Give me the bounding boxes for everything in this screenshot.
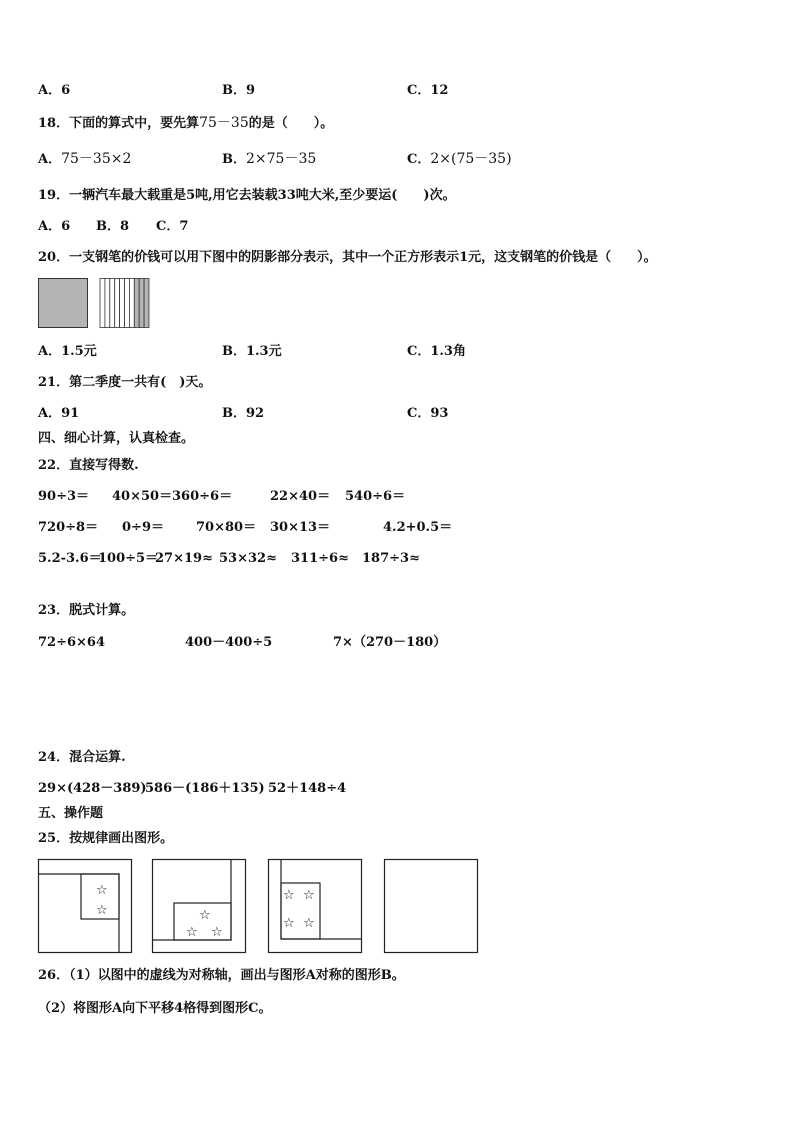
q22-r1-2: 40×50＝ xyxy=(112,489,173,504)
q24-item-3: 52＋148÷4 xyxy=(268,781,347,796)
q23-item-1: 72÷6×64 xyxy=(38,635,106,650)
q21-option-b[interactable]: B．92 xyxy=(222,406,265,421)
q25-question: 25．按规律画出图形。 xyxy=(38,831,174,846)
star-icon: ☆ xyxy=(303,916,315,931)
star-icon: ☆ xyxy=(283,888,295,903)
q21-option-a[interactable]: A．91 xyxy=(38,406,80,421)
q20-shaded-strip xyxy=(144,279,149,328)
star-icon: ☆ xyxy=(96,903,108,918)
q22-r1-4: 22×40＝ xyxy=(270,489,331,504)
q22-r2-5: 4.2+0.5＝ xyxy=(383,520,453,535)
q22-r2-2: 0÷9＝ xyxy=(122,520,164,535)
q22-r1-5: 540÷6＝ xyxy=(345,489,406,504)
q25-figure-4-blank-frame[interactable] xyxy=(385,860,478,953)
q20-strip xyxy=(105,279,110,328)
q20-strip xyxy=(125,279,130,328)
q26-part-2: （2）将图形A向下平移4格得到图形C。 xyxy=(38,1001,272,1016)
star-icon: ☆ xyxy=(283,916,295,931)
q23-item-2: 400－400÷5 xyxy=(185,635,273,650)
q18-option-a-expr: 75－35×2 xyxy=(61,151,132,167)
q20-question: 20．一支钢笔的价钱可以用下图中的阴影部分表示，其中一个正方形表示1元，这支钢笔的价钱是（ ）。 xyxy=(38,250,657,265)
q18-option-c-letter: C． xyxy=(407,152,431,167)
q22-r3-1: 5.2-3.6＝ xyxy=(38,551,102,566)
q18-option-c-expr: 2×(75－35) xyxy=(430,151,512,167)
q26-part-1: 26．（1）以图中的虚线为对称轴，画出与图形A对称的图形B。 xyxy=(38,968,405,983)
q21-question: 21．第二季度一共有( )天。 xyxy=(38,375,212,390)
q19-option-b[interactable]: B．8 xyxy=(96,219,130,234)
q17-option-b[interactable]: B．9 xyxy=(222,83,256,98)
q20-option-b[interactable]: B．1.3元 xyxy=(222,344,282,359)
q20-strip xyxy=(120,279,125,328)
star-icon: ☆ xyxy=(303,888,315,903)
q20-shaded-strip xyxy=(139,279,144,328)
q22-r2-3: 70×80＝ xyxy=(196,520,257,535)
q18-option-b-letter: B． xyxy=(222,152,246,167)
q20-strip xyxy=(100,279,105,328)
q22-r3-5: 311÷6≈ xyxy=(291,551,349,566)
q25-pattern-figures xyxy=(38,859,478,954)
q21-option-c[interactable]: C．93 xyxy=(407,406,449,421)
q18-option-a-letter: A． xyxy=(38,152,62,167)
q22-r3-2: 100÷5＝ xyxy=(98,551,159,566)
q22-r3-3: 27×19≈ xyxy=(155,551,213,566)
star-icon: ☆ xyxy=(186,925,198,940)
q20-partial-square xyxy=(100,279,149,328)
q18-prompt-a: 18．下面的算式中，要先算 xyxy=(38,116,200,131)
q20-strip xyxy=(115,279,120,328)
q23-item-3: 7×（270－180） xyxy=(333,635,447,650)
q18-option-a[interactable] xyxy=(38,151,131,168)
q19-option-c[interactable]: C．7 xyxy=(156,219,189,234)
q23-question: 23．脱式计算。 xyxy=(38,603,135,618)
q20-option-c[interactable]: C．1.3角 xyxy=(407,344,466,359)
q25-stars xyxy=(96,883,315,940)
q20-squares-figure xyxy=(38,278,158,330)
star-icon: ☆ xyxy=(96,883,108,898)
q19-option-a[interactable]: A．6 xyxy=(38,219,71,234)
q22-r2-1: 720÷8＝ xyxy=(38,520,99,535)
q24-question: 24．混合运算. xyxy=(38,750,126,765)
q18-option-b-expr: 2×75－35 xyxy=(246,151,317,167)
q20-shaded-strip xyxy=(134,279,139,328)
star-icon: ☆ xyxy=(199,908,211,923)
q22-r1-1: 90÷3＝ xyxy=(38,489,90,504)
q19-question: 19．一辆汽车最大载重是5吨,用它去装载33吨大米,至少要运( )次。 xyxy=(38,188,456,203)
star-icon: ☆ xyxy=(211,925,223,940)
q22-r1-3: 360÷6＝ xyxy=(172,489,233,504)
q17-option-c[interactable]: C．12 xyxy=(407,83,449,98)
q22-r2-4: 30×13＝ xyxy=(270,520,331,535)
section-four-heading: 四、细心计算，认真检查。 xyxy=(38,431,195,446)
q18-prompt-b: 的是（ ）。 xyxy=(248,116,334,131)
section-five-heading: 五、操作题 xyxy=(38,806,104,821)
q18-expression: 75－35 xyxy=(199,115,249,131)
q20-strip xyxy=(129,279,134,328)
q20-strip xyxy=(110,279,115,328)
q17-option-a[interactable]: A．6 xyxy=(38,83,71,98)
q20-option-a[interactable]: A．1.5元 xyxy=(38,344,97,359)
q18-option-c[interactable] xyxy=(407,151,512,168)
q18-option-b[interactable] xyxy=(222,151,316,168)
q24-item-1: 29×(428－389) xyxy=(38,781,147,796)
q22-r3-4: 53×32≈ xyxy=(219,551,277,566)
q22-question: 22．直接写得数. xyxy=(38,458,139,473)
q20-full-shaded-square xyxy=(39,279,88,328)
q22-r3-6: 187÷3≈ xyxy=(362,551,420,566)
q18-question xyxy=(38,115,333,132)
q24-item-2: 586－(186＋135) xyxy=(145,781,265,796)
